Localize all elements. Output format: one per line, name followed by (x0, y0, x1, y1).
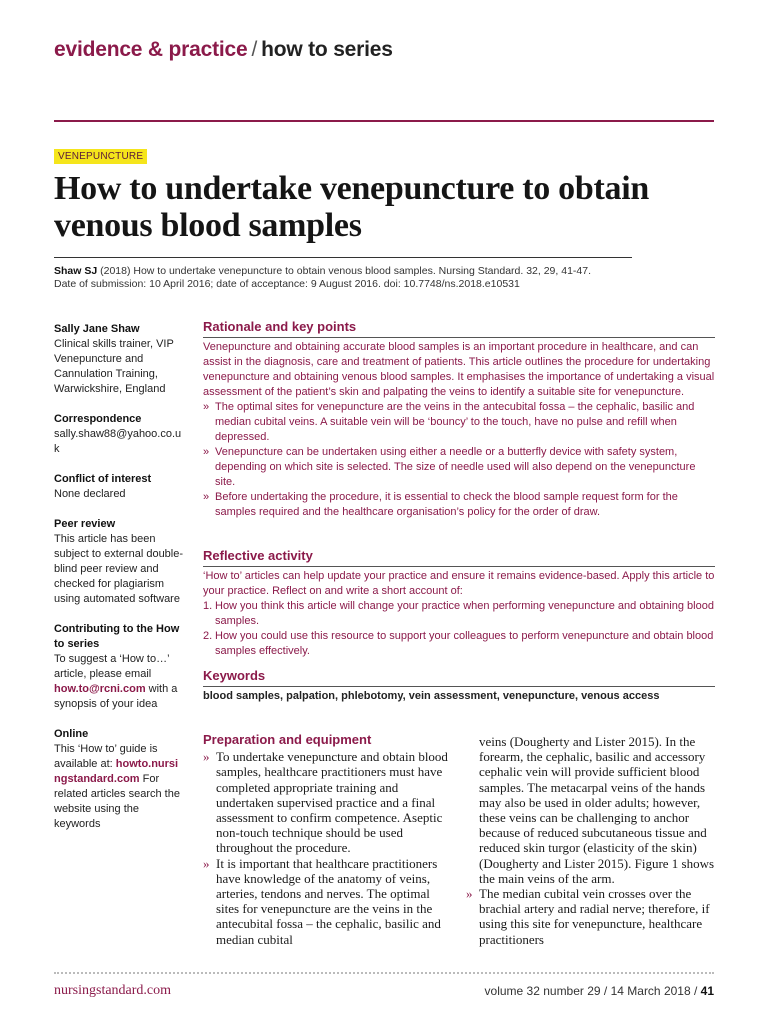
body-continued-text: veins (Dougherty and Lister 2015). In the forearm, the cephalic, basilic and accessory cephalic vein will provide sufficient blood samples. The metacarpal veins of the hands may also be used in older adults; however, these veins can be challenging to anchor because of reduced subcutaneous tissue and reduced skin turgor (elasticity of the skin) (Dougherty and Lister 2015). Figure 1 shows the main veins of the arm. (479, 734, 715, 886)
reflective-item-number: 1. (203, 600, 213, 612)
body-column-1 (203, 732, 453, 947)
reflective-item (203, 629, 715, 659)
reflective-intro: ‘How to’ articles can help update your practice and ensure it remains evidence-based. Apply this article to your practice. Reflect on and write a short account of: (203, 570, 715, 597)
reflective-box (203, 548, 715, 659)
rationale-box (203, 319, 715, 520)
footer-site: nursingstandard.com (54, 983, 172, 998)
section-header (54, 38, 393, 62)
author-block (54, 322, 184, 397)
online-block (54, 727, 184, 832)
rationale-heading: Rationale and key points (203, 319, 715, 338)
citation-ref: (2018) How to undertake venepuncture to obtain venous blood samples. Nursing Standard. 32, 29, 41-47. (97, 265, 592, 277)
footer-issue-text: volume 32 number 29 / 14 March 2018 / (484, 984, 701, 998)
online-text-1: This ‘How to’ guide is available at: (54, 743, 158, 770)
correspondence-heading: Correspondence (54, 413, 142, 425)
keywords-text: blood samples, palpation, phlebotomy, vein assessment, venepuncture, venous access (203, 690, 660, 702)
reflective-item-text: How you could use this resource to support your colleagues to perform venepuncture and obtain blood samples effectively. (215, 630, 714, 657)
keywords-box (203, 668, 715, 702)
online-text-2: For related articles search the website using the keywords (54, 773, 180, 830)
citation (54, 265, 694, 291)
footer-issue (485, 984, 714, 998)
contributing-email-link[interactable]: how.to@rcni.com (54, 683, 146, 695)
footer-divider (54, 972, 714, 974)
body-column-2 (466, 734, 716, 947)
body-point: » The median cubital vein crosses over the brachial artery and radial nerve; therefore, if using this site for venepuncture, healthcare practitioners (466, 886, 716, 947)
author-sidebar (54, 322, 184, 847)
title-rule (54, 257, 632, 258)
peer-review-text: This article has been subject to external double-blind peer review and checked for plagiarism using automated software (54, 533, 184, 605)
conflict-heading: Conflict of interest (54, 473, 152, 485)
author-role: Clinical skills trainer, VIP Venepuncture and Cannulation Training, Warwickshire, England (54, 338, 174, 395)
reflective-heading: Reflective activity (203, 548, 715, 567)
citation-author: Shaw SJ (54, 265, 98, 277)
contributing-heading: Contributing to the How to series (54, 623, 180, 650)
page-number: 41 (700, 984, 714, 998)
rationale-point: » The optimal sites for venepuncture are the veins in the antecubital fossa – the cephalic, basilic and median cubital veins. A suitable vein will be ‘bouncy’ to the touch, have no pulse and refill when depressed. (203, 400, 715, 445)
body-point: » To undertake venepuncture and obtain blood samples, healthcare practitioners must have completed appropriate training and undertaken supervised practice and a final assessment to confirm competence. Aseptic non-touch technique should be used throughout the procedure. (203, 749, 453, 855)
online-text (54, 742, 184, 832)
topic-tag: VENEPUNCTURE (54, 149, 147, 164)
conflict-text: None declared (54, 488, 126, 500)
contributing-text-2: with a synopsis of your idea (54, 683, 178, 710)
author-name: Sally Jane Shaw (54, 323, 140, 335)
online-link[interactable]: howto.nursingstandard.com (54, 758, 179, 785)
rationale-point: » Venepuncture can be undertaken using either a needle or a butterfly device with safety system, depending on which site is selected. The size of needle used will also depend on the venepuncture site. (203, 445, 715, 490)
rationale-point: » Before undertaking the procedure, it is essential to check the blood sample request form for the samples required and the healthcare organisation’s policy for the order of draw. (203, 490, 715, 520)
correspondence-email[interactable]: sally.shaw88@yahoo.co.uk (54, 428, 182, 455)
reflective-item-number: 2. (203, 630, 213, 642)
peer-review-block (54, 517, 184, 607)
header-slash: / (251, 38, 258, 61)
correspondence-block (54, 412, 184, 457)
rationale-body (203, 338, 715, 520)
keywords-heading: Keywords (203, 668, 715, 687)
online-heading: Online (54, 728, 89, 740)
series-name: how to series (261, 38, 393, 61)
reflective-item (203, 599, 715, 629)
conflict-block (54, 472, 184, 502)
reflective-item-text: How you think this article will change your practice when performing venepuncture and obtaining blood samples. (215, 600, 714, 627)
reflective-body (203, 567, 715, 659)
article-title: How to undertake venepuncture to obtain venous blood samples (54, 170, 649, 244)
contributing-text-1: To suggest a ‘How to…’ article, please email (54, 653, 170, 680)
section-name: evidence & practice (54, 38, 248, 61)
contributing-block (54, 622, 184, 712)
rationale-intro: Venepuncture and obtaining accurate blood samples is an important procedure in healthcare, and can assist in the diagnosis, care and treatment of patients. This article outlines the procedure for undertaking venepuncture and obtaining venous blood samples. It emphasises the importance of undertaking a visual assessment of the patient’s skin and palpating the veins to identify a suitable site for venepuncture. (203, 341, 715, 398)
contributing-text (54, 652, 184, 712)
body-point: » It is important that healthcare practitioners have knowledge of the anatomy of veins, arteries, tendons and nerves. The optimal sites for venepuncture are the veins in the antecubital fossa – the cephalic, basilic and median cubital (203, 856, 453, 947)
header-rule (54, 120, 714, 122)
section-heading: Preparation and equipment (203, 732, 372, 747)
citation-dates: Date of submission: 10 April 2016; date of acceptance: 9 August 2016. doi: 10.7748/ns.2018.e10531 (54, 278, 520, 290)
peer-review-heading: Peer review (54, 518, 116, 530)
